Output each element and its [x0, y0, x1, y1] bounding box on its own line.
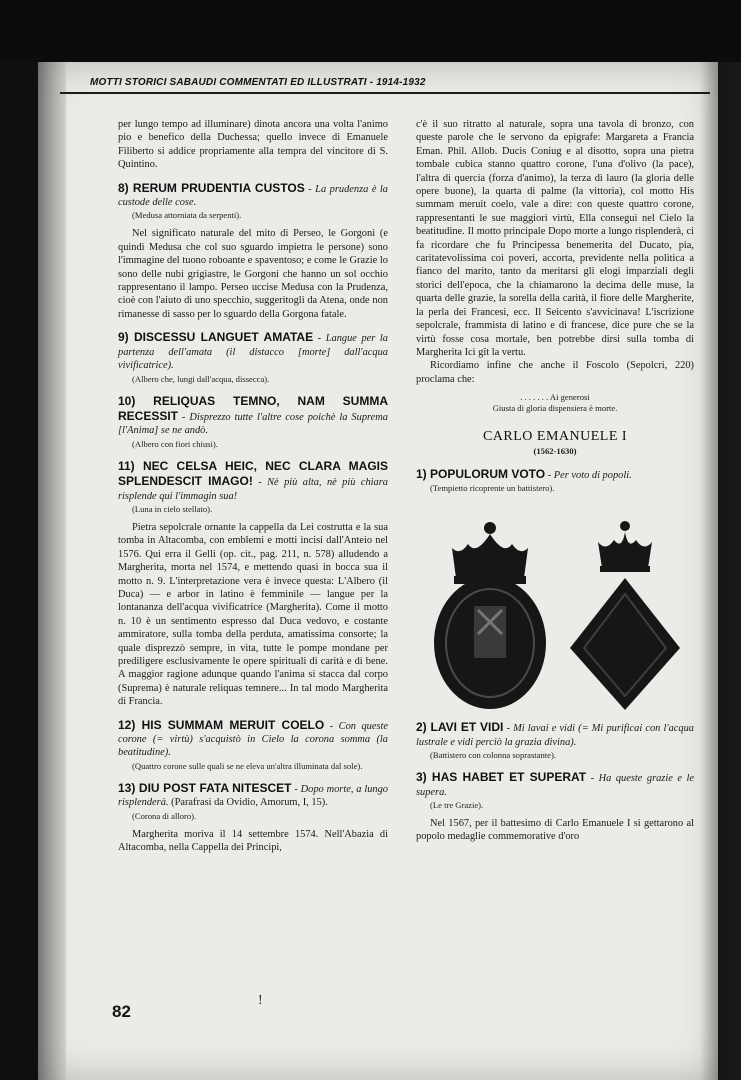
motto-10-translation: Disprezzo tutte l'altre cose poichè la Suprema [l'Anima] se ne andò.	[118, 411, 388, 437]
motto-12: 12) HIS SUMMAM MERUIT COELO - Con queste corone (= virtù) s'acquistò in Cielo la corona somma (la beatitudine).	[118, 717, 389, 759]
stray-ink-mark: !	[258, 993, 263, 1008]
motto-8-caption: (Medusa attorniata da serpenti).	[132, 210, 242, 221]
motto-10: 10) RELIQUAS TEMNO, NAM SUMMA RECESSIT - Disprezzo tutte l'altre cose poichè la Suprema [l'Anima] se ne andò.	[118, 393, 388, 437]
motto-8-body: Nel significato naturale del mito di Perseo, le Gorgoni (e quindi Medusa che col suo sguardo impietra le persone) sono l'immagine del tuono roboante e spaventoso; e come le Grazie lo sono delle nubi grigiastre, le Gorgoni che hanno un sol occhio rappresentano il lampo. Perseo uccise Medusa con la Prudenza, cioè con l'aiuto di uno specchio, suggeritogli da Atena, onde non rimanesse di sasso per lo sguardo della Gorgona fatale.	[118, 228, 388, 320]
section-dates: (1562-1630)	[533, 445, 577, 456]
poem-line-1: . . . . . . . Ai generosi	[520, 392, 590, 403]
motto-13-translation: Dopo morte, a lungo risplenderà.	[118, 783, 389, 809]
carlo-motto-3-caption: (Le tre Grazie).	[430, 799, 484, 810]
motto-11-caption: (Luna in cielo stellato).	[132, 503, 213, 514]
motto-8-translation: La prudenza è la custode delle cose.	[118, 183, 389, 209]
carlo-motto-3-body: Nel 1567, per il battesimo di Carlo Emanuele I si gettarono al popolo medaglie commemorative d'oro	[416, 817, 694, 843]
motto-9-title: 9) DISCESSU LANGUET AMATAE	[118, 330, 314, 345]
motto-8-title: 8) RERUM PRUDENTIA CUSTOS	[118, 180, 305, 195]
motto-11-translation: Nè più alta, nè più chiara risplende qui l'immagin sua!	[118, 477, 388, 502]
motto-12-title: 12) HIS SUMMAM MERUIT COELO	[118, 717, 325, 732]
carlo-motto-1-translation: Per voto di popoli.	[553, 469, 632, 481]
lozenge-crowned-shield-emblem	[566, 512, 684, 712]
motto-11-body: Pietra sepolcrale ornante la cappella da Lei costrutta e la sua tomba in Altacomba, con emblemi e motti incisi dall'Anteio nel 1576. Qui erra il Gelli (op. cit., pag. 211, n. 578) alludendo a Margherita, morta nel 1574, e mettendo quasi in bocca sua il motto n. 9. L'interpretazione vera è invece questa: L'Albero (il Duca) — e arbor in latino è femminile — langue per la lontananza dell'acqua vivificatrice (Margherita). Come il motto n. 10 è un sentimento espresso dal Duca vedovo, e costante ammiratore, sulla tomba della perduta, amatissima consorte; la quale disprezzò sempre, in vita, tutte le pompe mondane per prediligere esclusivamente le opere spirituali di carità e di bene. A maggior ragione adunque quando l'anima si stacca dal corpo (Suprema) è naturale reliquas temnere... In tal modo Margherita di Francia.	[118, 521, 388, 708]
motto-9-caption: (Albero che, lungi dall'acqua, dissecca).	[132, 373, 270, 384]
carlo-motto-3-translation: Ha queste grazie e le supera.	[416, 773, 694, 798]
right-paragraph-1: c'è il suo ritratto al naturale, sopra una tavola di bronzo, con queste parole che le servono da epigrafe: Margareta a Francia Eman. Phil. Allob. Ducis Coniug e al disotto, sopra una pietra tombale cubica stanno quattro corone, l'una d'olivo (la pace), l'altra di quercia (forza d'animo), la terza di lauro (la gloria delle opere buone), la quarta di palme (la vittoria), col motto His summam meruit coelo, vale a dire: con queste quattro corone, rappresentanti le sue maggiori virtù, Ella conseguì nel Cielo la beatitudine. Il motto principale Dopo morte a lungo risplenderà, ci fa ricordare che fu Principessa benemerita del Ducato, pia, caritatevolissima coi poveri, accorta, previdente nella politica a fianco del marito, tanto da meritarsi gli elogi imparziali degli storici dell'epoca, che la chiamarono la decima delle muse, la quarta delle grazie, la sorella della carità, il fiore delle Margherite, la perla dei Francesi, ecc. Il Seicento s'avvicinava! L'iscrizione sepolcrale, frammista di latino e di francese, dice pure che se la virtù fosse cosa mortale, ben potrebbe dirsi sulla tomba di Margherita Ici gît la vertu.	[416, 119, 694, 358]
carlo-motto-1-title: 1) POPULORUM VOTO	[416, 466, 546, 481]
motto-13-source: (Parafrasi da Ovidio, Amorum, I, 15).	[168, 797, 328, 809]
carlo-motto-1-caption: (Tempietto ricoprente un battistero).	[430, 483, 555, 494]
right-column	[416, 118, 694, 844]
carlo-motto-2-caption: (Battistero con colonna soprastante).	[430, 750, 557, 761]
page-number: 82	[112, 1002, 131, 1021]
motto-10-title: 10) RELIQUAS TEMNO, NAM SUMMA RECESSIT	[118, 393, 388, 423]
section-title: CARLO EMANUELE I	[482, 429, 628, 445]
scan-top-edge	[0, 0, 741, 62]
oval-crowned-shield-emblem	[430, 508, 550, 713]
carlo-motto-3: 3) HAS HABET ET SUPERAT - Ha queste grazie e le supera.	[416, 770, 694, 798]
motto-12-caption: (Quattro corone sulle quali se ne eleva un'altra illuminata dal sole).	[132, 760, 363, 771]
motto-9: 9) DISCESSU LANGUET AMATAE - Langue per la partenza dell'amata (il distacco [morte] dall'acqua vivificatrice).	[118, 330, 388, 372]
motto-13: 13) DIU POST FATA NITESCET - Dopo morte, a lungo risplenderà. (Parafrasi da Ovidio, Amorum, I, 15).	[118, 780, 389, 809]
page-binding-shadow	[38, 62, 66, 1080]
motto-11-title: 11) NEC CELSA HEIC, NEC CLARA MAGIS SPLENDESCIT IMAGO!	[118, 458, 388, 489]
heraldic-emblems	[416, 502, 694, 720]
intro-paragraph: per lungo tempo ad illuminare) dinota ancora una volta l'animo pio e benefico della Duchessa; quello invece di Emanuele Filiberto si addice propriamente alla tempra del vincitore di S. Quintino.	[118, 119, 388, 171]
motto-8: 8) RERUM PRUDENTIA CUSTOS - La prudenza è la custode delle cose.	[118, 180, 389, 209]
page-edge-shadow	[700, 62, 741, 1080]
carlo-motto-2-translation: Mi lavai e vidi (= Mi purificai con l'acqua lustrale e vidi perciò la grazia divina).	[416, 723, 694, 748]
right-paragraph-2: Ricordiamo infine che anche il Foscolo (Sepolcri, 220) proclama che:	[416, 360, 694, 385]
header-rule	[60, 92, 710, 94]
poem-line-2: Giusta di gloria dispensiera è morte.	[492, 403, 618, 414]
motto-13-body: Margherita moriva il 14 settembre 1574. Nell'Abazia di Altacomba, nella Cappella dei Principi,	[118, 828, 388, 854]
carlo-motto-1: 1) POPULORUM VOTO - Per voto di popoli.	[416, 466, 632, 481]
running-header: MOTTI STORICI SABAUDI COMMENTATI ED ILLUSTRATI - 1914-1932	[90, 76, 426, 88]
motto-11: 11) NEC CELSA HEIC, NEC CLARA MAGIS SPLENDESCIT IMAGO! - Nè più alta, nè più chiara risplende qui l'immagin sua!	[118, 458, 388, 502]
motto-12-translation: Con queste corone (= virtù) s'acquistò in Cielo la corona somma (la beatitudine).	[118, 720, 389, 759]
motto-9-translation: Langue per la partenza dell'amata (il distacco [morte] dall'acqua vivificatrice).	[118, 333, 388, 372]
motto-10-caption: (Albero con fiori chiusi).	[132, 438, 218, 449]
carlo-motto-3-title: 3) HAS HABET ET SUPERAT	[416, 770, 587, 785]
left-column	[118, 118, 388, 854]
motto-13-caption: (Corona di alloro).	[132, 810, 197, 821]
motto-13-title: 13) DIU POST FATA NITESCET	[118, 780, 292, 795]
carlo-motto-2-title: 2) LAVI ET VIDI	[416, 720, 504, 735]
carlo-motto-2: 2) LAVI ET VIDI - Mi lavai e vidi (= Mi purificai con l'acqua lustrale e vidi perciò la grazia divina).	[416, 720, 694, 748]
